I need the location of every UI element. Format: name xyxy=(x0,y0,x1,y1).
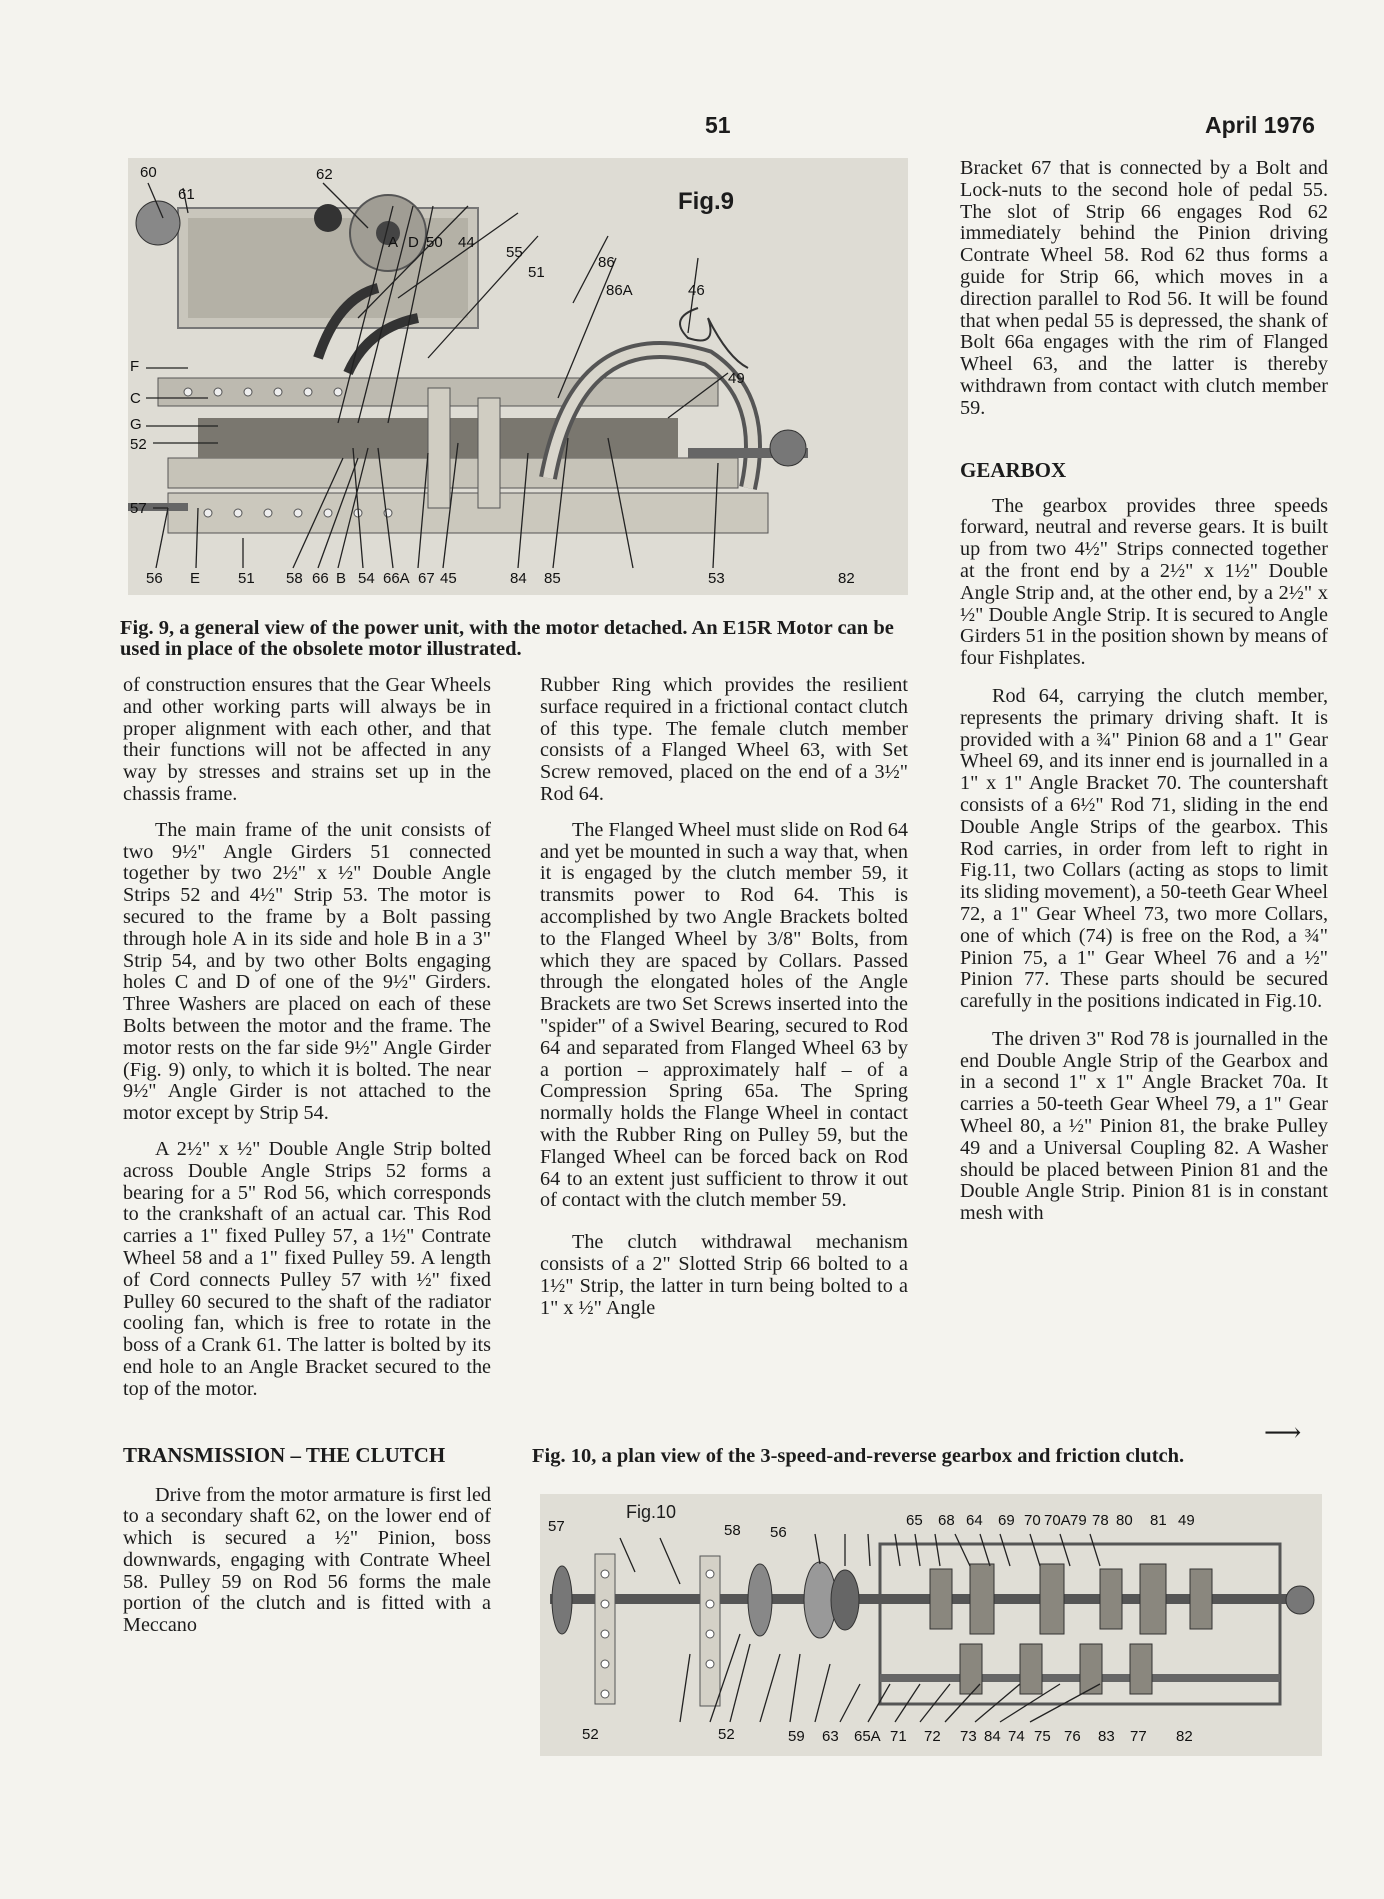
fig10-caption: Fig. 10, a plan view of the 3-speed-and-reverse gearbox and friction clutch. xyxy=(532,1445,1185,1467)
fig10-label: 65A xyxy=(854,1728,881,1745)
fig9-caption: Fig. 9, a general view of the power unit, with the motor detached. An E15R Motor can be used in place of the obsolete motor illustrated. xyxy=(120,617,894,660)
fig10-photo xyxy=(540,1494,1322,1756)
fig9-label: F xyxy=(130,358,140,375)
fig10-label: 72 xyxy=(924,1728,941,1745)
fig10-label: 82 xyxy=(1176,1728,1193,1745)
fig9-label: D xyxy=(408,234,419,251)
fig10-label: 59 xyxy=(788,1728,805,1745)
fig10-label: 83 xyxy=(1098,1728,1115,1745)
fig10-label: 76 xyxy=(1064,1728,1081,1745)
fig10-label: 81 xyxy=(1150,1512,1167,1529)
fig10-label: 79 xyxy=(1070,1512,1087,1529)
fig9-label: 86 xyxy=(598,254,615,271)
fig10-label: 74 xyxy=(1008,1728,1025,1745)
section-heading: TRANSMISSION – THE CLUTCH xyxy=(123,1442,446,1467)
fig9-photo xyxy=(128,158,908,595)
fig10-label: 64 xyxy=(966,1512,983,1529)
fig9-label: 52 xyxy=(130,436,147,453)
paragraph: The main frame of the unit consists of two 9½" Angle Girders 51 connected together by two 2½" x ½" Double Angle Strips 52 and 4½" Strip 53. The motor is secured to the frame by a Bolt passing through hole A in its side and hole B in a 3" Strip 54, and by two other Bolts engaging holes C and D of one of the 9½" Girders. Three Washers are placed on each of these Bolts between the motor and the frame. The motor rests on the far side 9½" Angle Girder (Fig. 9) only, to which it is bolted. The near 9½" Angle Girder is not attached to the motor except by Strip 54. xyxy=(123,818,491,1125)
fig10-label: 75 xyxy=(1034,1728,1051,1745)
fig10-label: 78 xyxy=(1092,1512,1109,1529)
fig10-label: 52 xyxy=(718,1726,735,1743)
fig9-label: 54 xyxy=(358,570,375,587)
fig10-label: 70A xyxy=(1044,1512,1071,1529)
fig9-label: 55 xyxy=(506,244,523,261)
paragraph: The clutch withdrawal mechanism consists of a 2" Slotted Strip 66 bolted to a 1½" Strip, the latter in turn being bolted to a 1" x ½" Angle xyxy=(540,1231,908,1319)
fig9-label: 66A xyxy=(383,570,410,587)
fig10-label: 80 xyxy=(1116,1512,1133,1529)
fig9-label: 51 xyxy=(238,570,255,587)
continue-arrow: ⟶ xyxy=(1264,1418,1302,1447)
fig10-title: Fig.10 xyxy=(626,1502,677,1522)
paragraph: The gearbox provides three speeds forward, neutral and reverse gears. It is built up from two 4½" Strips connected together at the front end by a 2½" x 1½" Double Angle Strip and, at the other end, by a 2½" x ½" Double Angle Strip. It is secured to Angle Girders 51 in the position shown by means of four Fishplates. xyxy=(960,494,1328,670)
fig9-label: 60 xyxy=(140,164,157,181)
fig10-label: 49 xyxy=(1178,1512,1195,1529)
fig10-label: 84 xyxy=(984,1728,1001,1745)
column-1 xyxy=(123,675,491,1637)
fig9-label: 62 xyxy=(316,166,333,183)
page-number: 51 xyxy=(705,112,731,138)
paragraph: Rod 64, carrying the clutch member, represents the primary driving shaft. It is provided with a ¾" Pinion 68 and a 1" Gear Wheel 69, and its inner end is journalled in a 1" x 1" Angle Bracket 70. The countershaft consists of a 6½" Rod 71, sliding in the end Double Angle Strips of the gearbox. This Rod carries, in order from left to right in Fig.11, two Collars (acting as stops to limit its sliding movement), a 50-teeth Gear Wheel 72, a 1" Gear Wheel 73, two more Collars, one of which (74) is free on the Rod, a ¾" Pinion 75, a 1" Gear Wheel 76 and a ½" Pinion 77. These parts should be secured carefully in the positions indicated in Fig.10. xyxy=(960,684,1328,1013)
fig9-label: A xyxy=(388,234,399,251)
paragraph: Bracket 67 that is connected by a Bolt and Lock-nuts to the second hole of pedal 55. The slot of Strip 66 engages Rod 62 immediately behind the Pinion driving Contrate Wheel 58. Rod 62 thus forms a guide for Strip 66, which moves in a direction parallel to Rod 56. It will be found that when pedal 55 is depressed, the shank of Bolt 66a engages with the rim of Flanged Wheel 63, and the latter is thereby withdrawn from contact with clutch member 59. xyxy=(960,157,1328,419)
fig9-label: 45 xyxy=(440,570,457,587)
fig10-label: 70 xyxy=(1024,1512,1041,1529)
fig10-label: 57 xyxy=(548,1518,565,1535)
fig9-label: 58 xyxy=(286,570,303,587)
fig9-label: 67 xyxy=(418,570,435,587)
fig9-label: 51 xyxy=(528,264,545,281)
fig9-label: 53 xyxy=(708,570,725,587)
paragraph: The driven 3" Rod 78 is journalled in the end Double Angle Strip of the Gearbox and in a second 1" x 1" Angle Bracket 70a. It carries a 50-teeth Gear Wheel 79, a 1" Gear Wheel 80, a ½" Pinion 81, the brake Pulley 49 and a Universal Coupling 82. A Washer should be placed between Pinion 81 and the Double Angle Strip. Pinion 81 is in constant mesh with xyxy=(960,1027,1328,1225)
fig9-illustration xyxy=(128,158,908,595)
fig9-label: 85 xyxy=(544,570,561,587)
fig9-label: 61 xyxy=(178,186,195,203)
fig10-label: 58 xyxy=(724,1522,741,1539)
fig10-label: 65 xyxy=(906,1512,923,1529)
fig10-label: 73 xyxy=(960,1728,977,1745)
fig9-label: 84 xyxy=(510,570,527,587)
column-2 xyxy=(540,675,908,1319)
section-heading: GEARBOX xyxy=(960,457,1067,482)
fig10-label: 68 xyxy=(938,1512,955,1529)
fig9-label: G xyxy=(130,416,142,433)
paragraph: Drive from the motor armature is first led to a secondary shaft 62, on the lower end of which is secured a ½" Pinion, boss downwards, engaging with Contrate Wheel 58. Pulley 59 on Rod 56 forms the male portion of the clutch and is fitted with a Meccano xyxy=(123,1483,491,1637)
paragraph: Rubber Ring which provides the resilient surface required in a frictional contact clutch of this type. The female clutch member consists of a Flanged Wheel 63, with Set Screw removed, placed on the end of a 3½" Rod 64. xyxy=(540,674,908,805)
fig10-illustration xyxy=(540,1494,1322,1756)
fig9-label: 50 xyxy=(426,234,443,251)
fig9-label: 57 xyxy=(130,500,147,517)
fig10-label: 52 xyxy=(582,1726,599,1743)
fig10-label: 77 xyxy=(1130,1728,1147,1745)
paragraph: A 2½" x ½" Double Angle Strip bolted across Double Angle Strips 52 forms a bearing for a 5" Rod 56, which corresponds to the crankshaft of an actual car. This Rod carries a 1" fixed Pulley 57, a 1½" Contrate Wheel 58 and a 1" fixed Pulley 59. A length of Cord connects Pulley 57 with ½" fixed Pulley 60 secured to the shaft of the radiator cooling fan, which is free to rotate in the boss of a Crank 61. The latter is bolted by its end hole to an Angle Bracket secured to the top of the motor. xyxy=(123,1137,491,1400)
fig10-label: 63 xyxy=(822,1728,839,1745)
fig9-label: C xyxy=(130,390,141,407)
issue-date: April 1976 xyxy=(1205,112,1315,138)
fig10-label: 71 xyxy=(890,1728,907,1745)
fig9-label: B xyxy=(336,570,347,587)
fig9-label: E xyxy=(190,570,201,587)
fig9-label: 82 xyxy=(838,570,855,587)
fig9-label: 46 xyxy=(688,282,705,299)
fig9-label: 56 xyxy=(146,570,163,587)
fig9-label: 86A xyxy=(606,282,633,299)
fig9-label: 49 xyxy=(728,370,745,387)
paragraph: The Flanged Wheel must slide on Rod 64 and yet be mounted in such a way that, when it is engaged by the clutch member 59, it transmits power to Rod 64. This is accomplished by two Angle Brackets bolted to the Flanged Wheel by 3/8" Bolts, from which they are spaced by Collars. Passed through the elongated holes of the Angle Brackets are two Set Screws inserted into the "spider" of a Swivel Bearing, secured to Rod 64 and separated from Flanged Wheel 63 by a portion – approximately half – of a Compression Spring 65a. The Spring normally holds the Flange Wheel in contact with the Rubber Ring on Pulley 59, but the Flanged Wheel can be forced back on Rod 64 to an extent just sufficient to throw it out of contact with the clutch member 59. xyxy=(540,818,908,1212)
fig10-label: 69 xyxy=(998,1512,1015,1529)
column-3 xyxy=(960,158,1328,1225)
fig10-label: 56 xyxy=(770,1524,787,1541)
fig9-title: Fig.9 xyxy=(678,188,735,215)
fig9-label: 44 xyxy=(458,234,475,251)
paragraph: of construction ensures that the Gear Wheels and other working parts will always be in proper alignment with each other, and that their functions will not be affected in any way by stresses and strains set up in the chassis frame. xyxy=(123,674,491,805)
fig9-label: 66 xyxy=(312,570,329,587)
